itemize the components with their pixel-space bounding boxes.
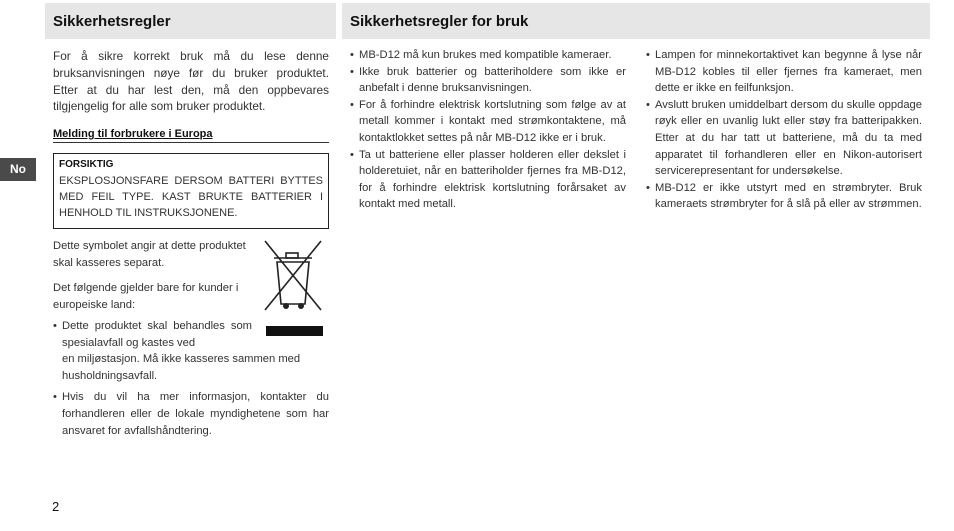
usage-item-4: Ta ut batteriene eller plasser holderen eller dekslet i holderetuiet, når en batteriholder fjernes fra MB-D12, for å forhindre elektrisk kortslutning forårsaket av kontakt med metall. (359, 148, 626, 211)
usage-item-3: For å forhindre elektrisk kortslutning som følge av at metall kommer i kontakt med strømkontaktene, må kontaktlokket settes på når MB-D12 ikke er i bruk. (359, 98, 626, 144)
list-item (646, 97, 922, 180)
usage-column-2 (646, 47, 922, 213)
list-item (350, 97, 626, 147)
usage-column-1 (350, 47, 626, 213)
language-tab: No (0, 158, 36, 181)
usage-item-6: Avslutt bruken umiddelbart dersom du skulle oppdage røyk eller en uvanlig lukt eller støy fra batteripakken. Etter at du har tatt ut batteriene, må du ta med apparatet til forhandleren eller en Nikon-autorisert servicerepresentant for undersøkelse. (655, 98, 922, 178)
crossed-out-wheelie-bin-icon (262, 238, 324, 338)
list-item (350, 147, 626, 213)
symbol-text: Dette symbolet angir at dette produktet skal kasseres separat. (53, 240, 246, 269)
usage-item-7: MB-D12 er ikke utstyrt med en strømbryter. Bruk kameraets strømbryter for å slå på eller av strømmen. (655, 181, 922, 211)
applies-text: Det følgende gjelder bare for kunder i europeiske land: (53, 282, 239, 311)
caution-title: FORSIKTIG (59, 159, 114, 170)
bullet2-text: Hvis du vil ha mer informasjon, kontakter du forhandleren eller de lokale myndighetene som har ansvaret for avfallshåndtering. (62, 391, 329, 437)
list-item (350, 64, 626, 97)
europe-heading: Melding til forbrukere i Europa (53, 127, 329, 143)
section-title-safety: Sikkerhetsregler (45, 3, 336, 39)
bullet1-text-a: Dette produktet skal behandles som spesialavfall og kastes ved (62, 320, 252, 349)
intro-text: For å sikre korrekt bruk må du lese denne bruksanvisningen nøye før du bruker produktet. Etter at du har lest den, må den oppbevares tilgjengelig for alle som bruker produktet. (53, 49, 329, 114)
caution-box (53, 153, 329, 229)
usage-item-2: Ikke bruk batterier og batteriholdere som ikke er anbefalt i denne bruksanvisningen. (359, 65, 626, 95)
usage-item-5: Lampen for minnekortaktivet kan begynne å lyse når MB-D12 kobles til eller fjernes fra kameraet, men dette er ikke en feilfunksjon. (655, 49, 922, 95)
caution-text: EKSPLOSJONSFARE DERSOM BATTERI BYTTES MED FEIL TYPE. KAST BRUKTE BATTERIER I HENHOLD TIL INSTRUKSJONENE. (59, 175, 323, 219)
usage-item-1: MB-D12 må kun brukes med kompatible kameraer. (359, 49, 612, 61)
symbol-paragraph (53, 238, 251, 271)
intro-paragraph (53, 48, 329, 115)
list-item (350, 47, 626, 64)
list-item (53, 389, 329, 439)
applies-paragraph (53, 280, 251, 313)
bullet1-text-b: en miljøstasjon. Må ikke kasseres sammen med husholdningsavfall. (62, 353, 301, 382)
page-number: 2 (52, 499, 60, 514)
bullet1-continuation (53, 351, 329, 384)
list-item (646, 47, 922, 97)
section-title-safety-use: Sikkerhetsregler for bruk (342, 3, 930, 39)
list-item (646, 180, 922, 213)
list-item (53, 318, 252, 351)
